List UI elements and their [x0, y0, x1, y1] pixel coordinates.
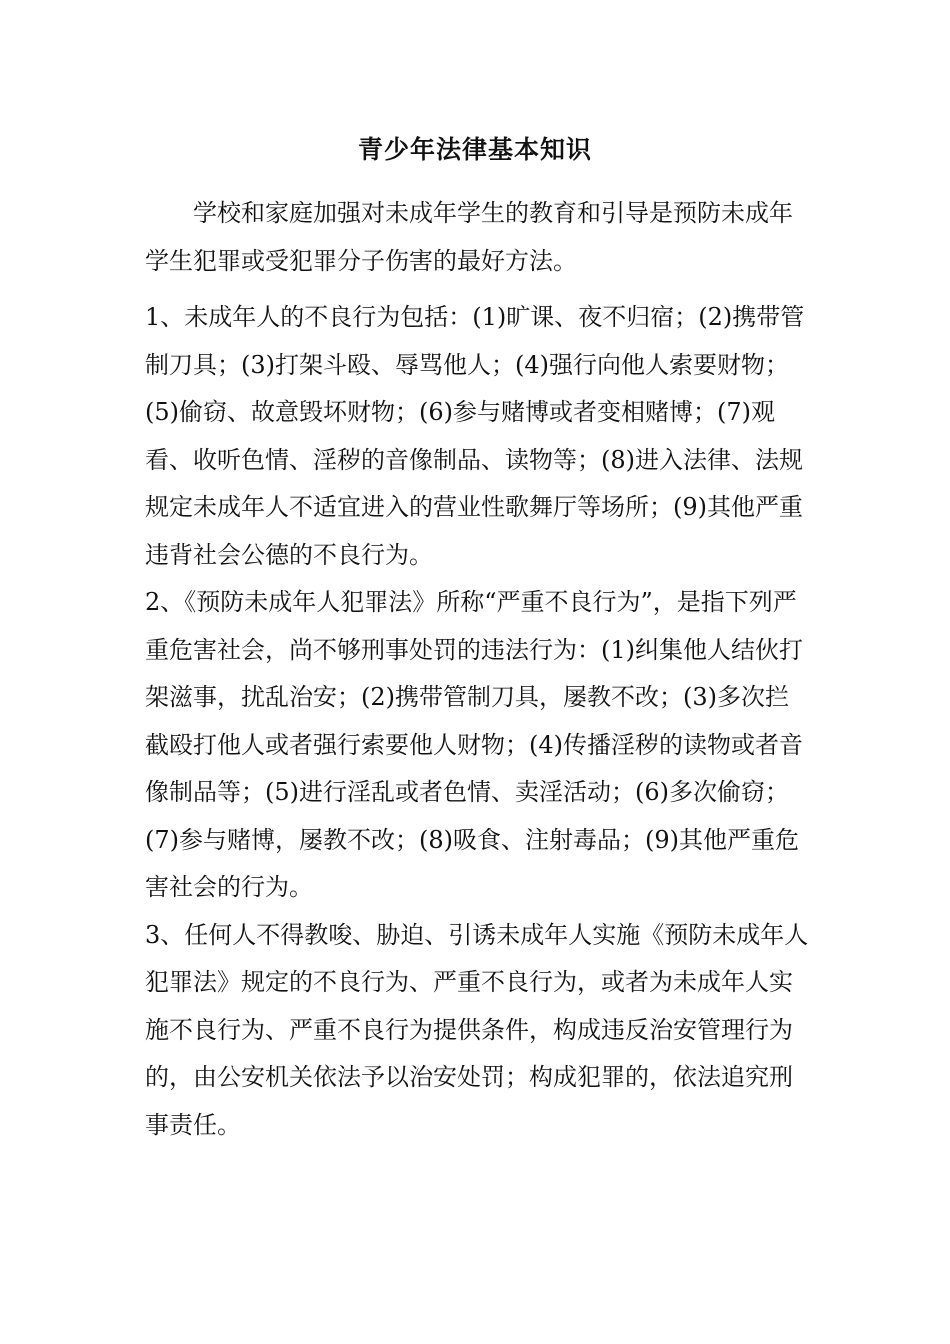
list-item-3: 3、任何人不得教唆、胁迫、引诱未成年人实施《预防未成年人犯罪法》规定的不良行为、严重不良行为，或者为未成年人实施不良行为、严重不良行为提供条件，构成违反治安管理行为的，由公安机关依法予以治安处罚；构成犯罪的，依法追究刑事责任。 — [145, 920, 809, 1139]
document-title: 青少年法律基本知识 — [357, 135, 592, 164]
list-item-2: 2、《预防未成年人犯罪法》所称“严重不良行为”，是指下列严重危害社会，尚不够刑事处罚的违法行为：(1)纠集他人结伙打架滋事，扰乱治安；(2)携带管制刀具，屡教不改；(3)多次拦截殴打他人或者强行索要他人财物；(4)传播淫秽的读物或者音像制品等；(5)进行淫乱或者色情、卖淫活动；(6)多次偷窃；(7)参与赌博，屡教不改；(8)吸食、注射毒品；(9)其他严重危害社会的行为。 — [145, 588, 803, 901]
intro-paragraph: 学校和家庭加强对未成年学生的教育和引导是预防未成年学生犯罪或受犯罪分子伤害的最好方法。 — [145, 199, 793, 275]
list-item-1: 1、未成年人的不良行为包括：(1)旷课、夜不归宿；(2)携带管制刀具；(3)打架斗殴、辱骂他人；(4)强行向他人索要财物；(5)偷窃、故意毁坏财物；(6)参与赌博或者变相赌博；(7)观看、收听色情、淫秽的音像制品、读物等；(8)进入法律、法规规定未成年人不适宜进入的营业性歌舞厅等场所；(9)其他严重违背社会公德的不良行为。 — [145, 303, 805, 569]
document-body — [145, 190, 810, 1149]
